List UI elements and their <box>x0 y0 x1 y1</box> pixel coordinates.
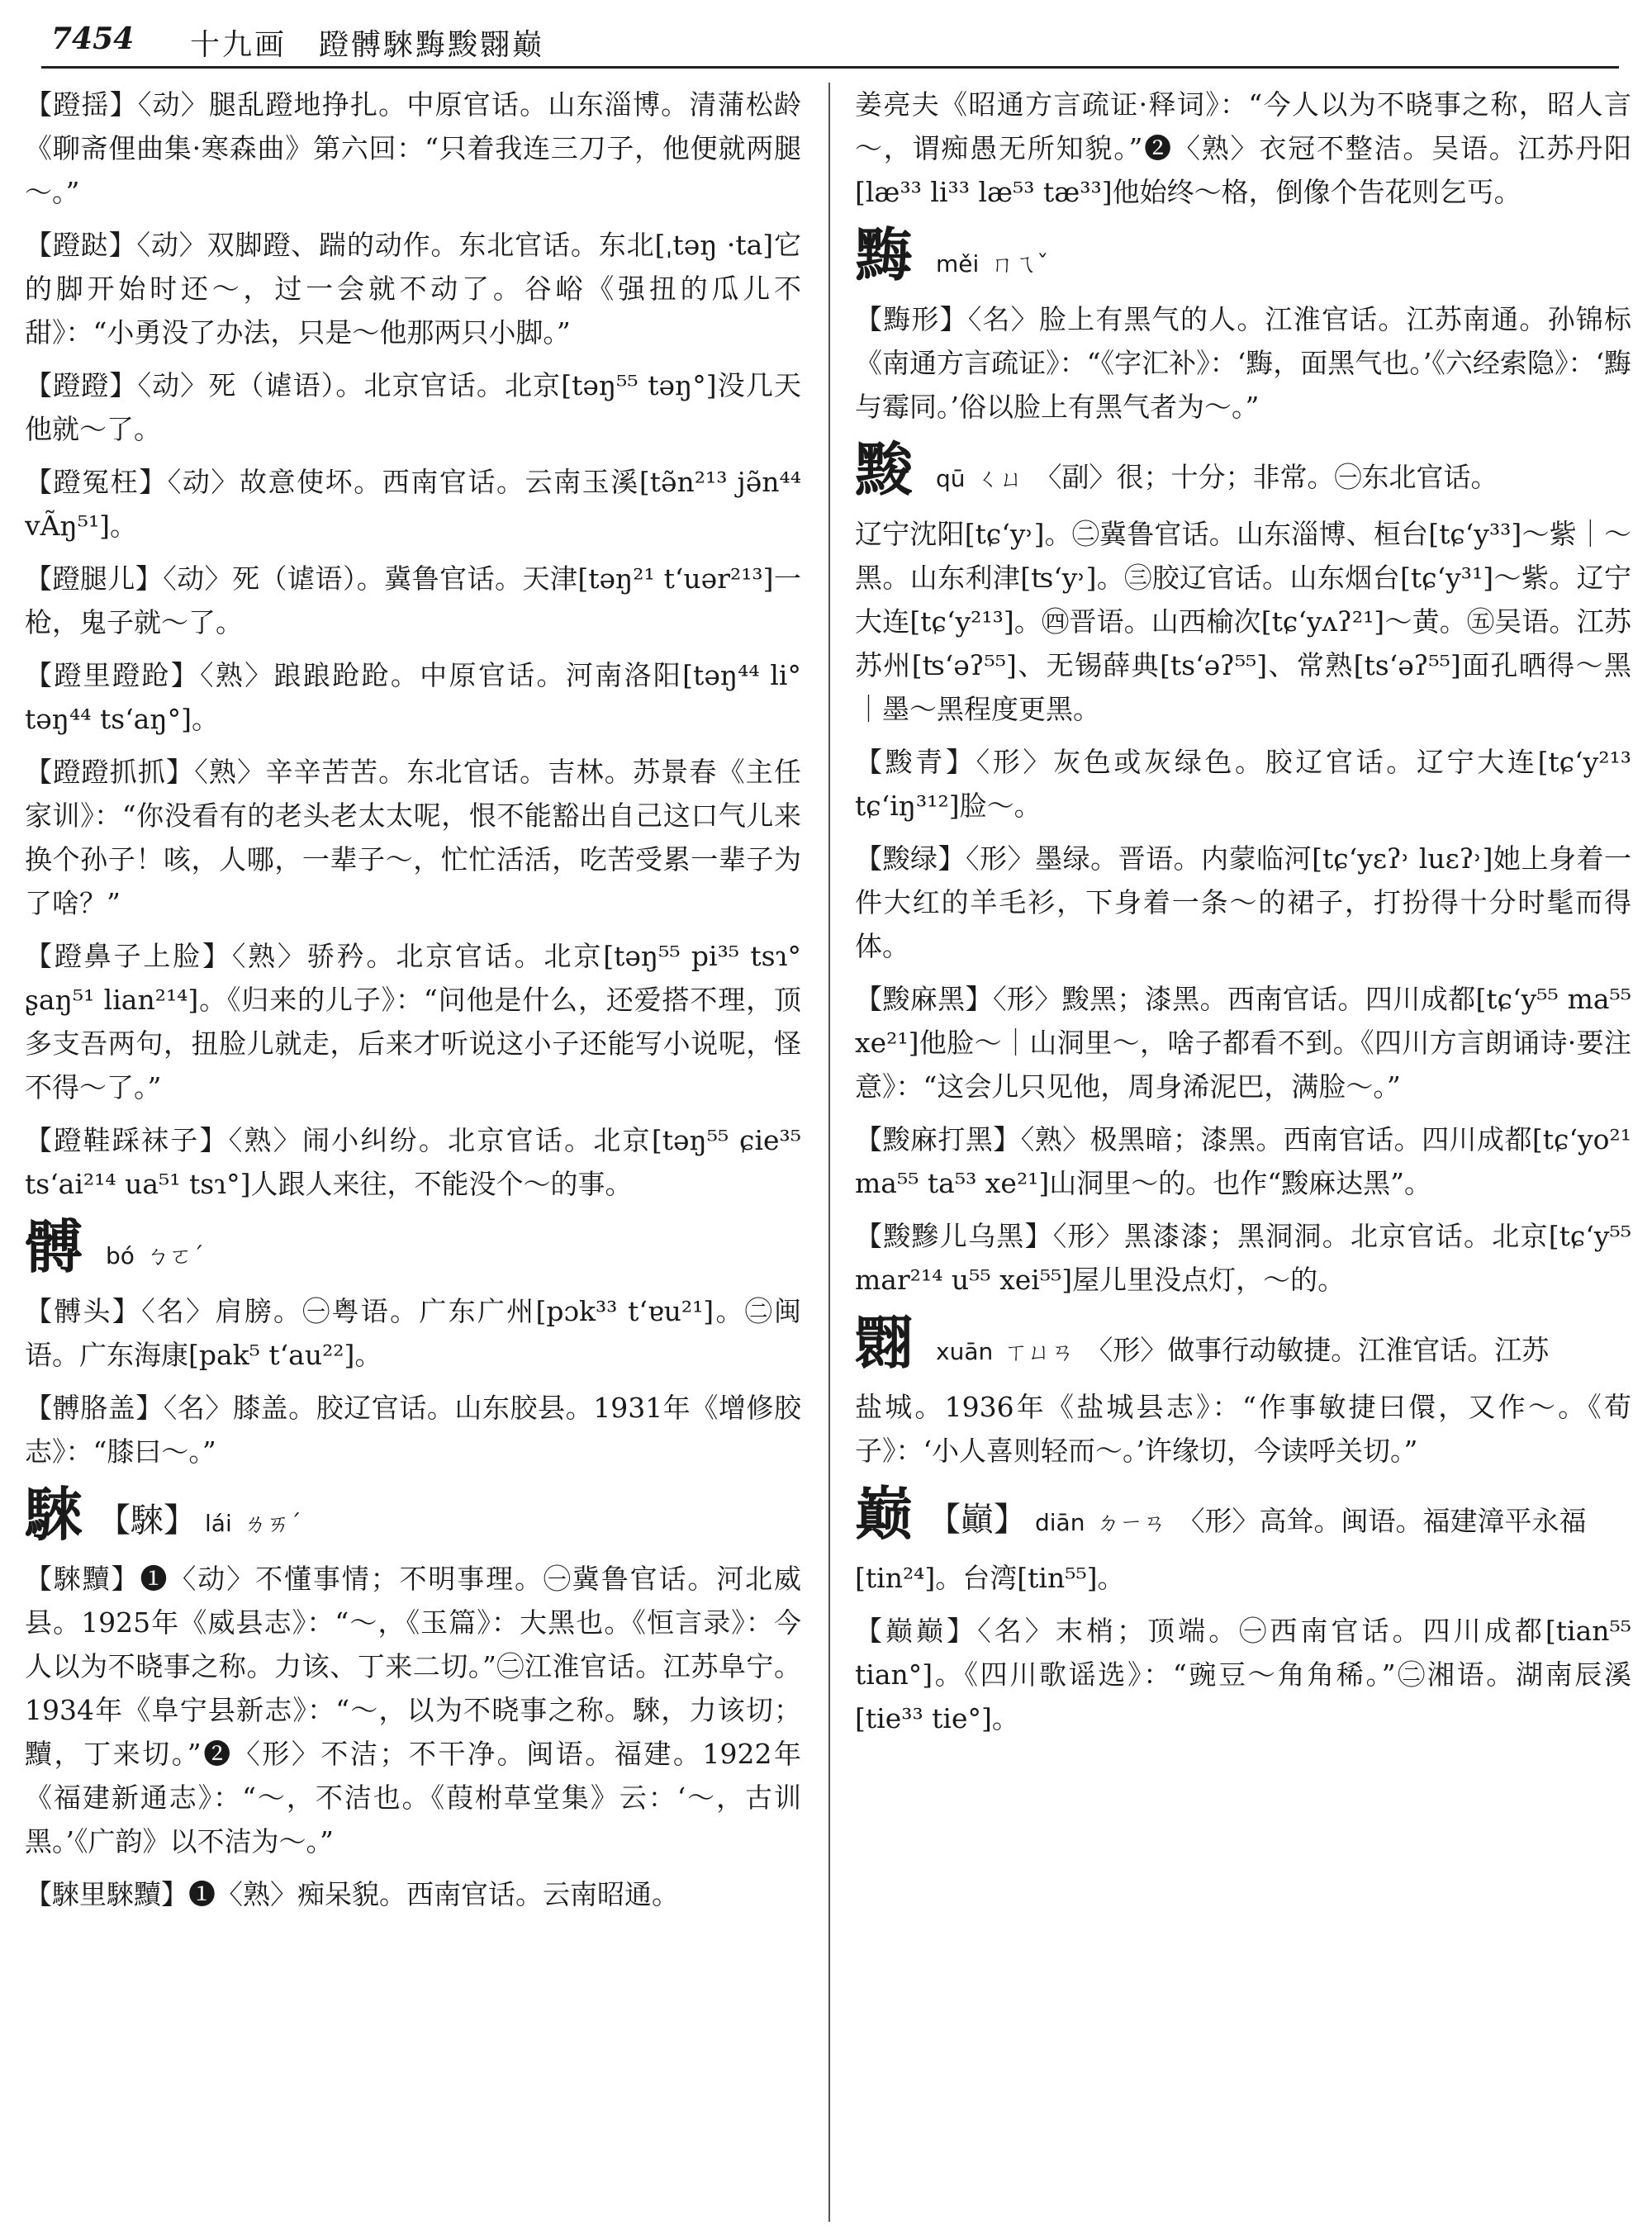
headword-zhuyin: ㄑㄩ <box>976 465 1023 492</box>
headword-definition: 〈副〉很；十分；非常。㊀东北官话。 <box>1034 461 1498 493</box>
page-number: 7454 <box>51 21 135 56</box>
dictionary-entry: 【黢麻黑】〈形〉黢黑；漆黑。西南官话。四川成都[tɕ‘y⁵⁵ ma⁵⁵ xe²¹]他脸～｜山洞里～，啥子都看不到。《四川方言朗诵诗·要注意》：“这会儿只见他，周身浠泥巴，满脸～。” <box>855 983 1631 1103</box>
character-heading <box>855 1308 1631 1378</box>
headword-variant: 【巓】 <box>928 1501 1027 1539</box>
headword-character: 黣 <box>855 221 913 289</box>
headword-zhuyin: ㄌㄞˊ <box>243 1510 301 1537</box>
dictionary-entry: 【黣形】〈名〉脸上有黑气的人。江淮官话。江苏南通。孙锦标《南通方言疏证》：“《字汇补》：‘黣，面黑气也。’《六经索隐》：‘黣与霉同。’俗以脸上有黑气者为～。” <box>855 303 1631 423</box>
dictionary-entry: 【騋黷】❶〈动〉不懂事情；不明事理。㊀冀鲁官话。河北威县。1925年《威县志》：“～，《玉篇》：大黑也。《恒言录》：今人以为不晓事之称。力该、丁来二切。”㊁江淮官话。江苏阜宁。1934年《阜宁县新志》：“～，以为不晓事之称。騋，力该切；黷，丁来切。”❷〈形〉不洁；不干净。闽语。福建。1922年《福建新通志》：“～，不洁也。《葭柎草堂集》云：‘～，古训黑。’《广韵》以不洁为～。” <box>25 1563 801 1858</box>
dictionary-entry: 【黢青】〈形〉灰色或灰绿色。胶辽官话。辽宁大连[tɕ‘y²¹³ tɕ‘iŋ³¹²]脸～。 <box>855 746 1631 822</box>
headword-character: 巅 <box>855 1479 913 1548</box>
character-heading <box>25 1480 801 1550</box>
dictionary-entry: 盐城。1936年《盐城县志》：“作事敏捷曰儇，又作～。《荀子》：‘小人喜则轻而～。’许缘切，今读呼关切。” <box>855 1391 1631 1467</box>
right-column <box>855 83 1631 2222</box>
dictionary-entry: 【蹬腿儿】〈动〉死（谑语）。冀鲁官话。天津[təŋ²¹ t‘uər²¹³]一枪，鬼子就～了。 <box>25 562 801 638</box>
dictionary-entry: 【蹬蹬】〈动〉死（谑语）。北京官话。北京[təŋ⁵⁵ təŋ°]没几天他就～了。 <box>25 369 801 445</box>
dictionary-entry: [tin²⁴]。台湾[tin⁵⁵]。 <box>855 1562 1125 1594</box>
dictionary-entry: 【黢绿】〈形〉墨绿。晋语。内蒙临河[tɕ‘yɛʔ˒ luɛʔ˒]她上身着一件大红的羊毛衫，下身着一条～的裙子，打扮得十分时髦而得体。 <box>855 842 1631 962</box>
dictionary-entry: 【巅巅】〈名〉末梢；顶端。㊀西南官话。四川成都[tian⁵⁵ tian°]。《四川歌谣选》：“豌豆～角角稀。”㊁湘语。湖南辰溪[tie³³ tie°]。 <box>855 1615 1631 1734</box>
dictionary-entry: 【髆头】〈名〉肩膀。㊀粤语。广东广州[pɔk³³ t‘ɐu²¹]。㊁闽语。广东海康[pak⁵ t‘au²²]。 <box>25 1295 801 1371</box>
left-column <box>25 83 801 2222</box>
dictionary-entry: 【髆胳盖】〈名〉膝盖。胶辽官话。山东胶县。1931年《增修胶志》：“膝曰～。” <box>25 1392 801 1468</box>
headword-variant: 【騋】 <box>97 1502 197 1540</box>
headword-zhuyin: ㄒㄩㄢ <box>1004 1338 1075 1365</box>
headword-pinyin: xuān <box>936 1338 994 1365</box>
dictionary-entry: 【蹬揺】〈动〉腿乱蹬地挣扎。中原官话。山东淄博。清蒲松龄《聊斋俚曲集·寒森曲》第六回：“只着我连三刀子，他便就两腿～。” <box>25 88 801 208</box>
headword-pinyin: bó <box>106 1242 135 1269</box>
headword-zhuyin: ㄇㄟˇ <box>990 250 1049 278</box>
headword-pinyin: diān <box>1035 1509 1085 1536</box>
dictionary-entry: 【蹬跶】〈动〉双脚蹬、踹的动作。东北官话。东北[ˌtəŋ ·ta]它的脚开始时还～，过一会就不动了。谷峪《强扭的瓜儿不甜》：“小勇没了办法，只是～他那两只小脚。” <box>25 229 801 349</box>
dictionary-entry: 【蹬里蹬跄】〈熟〉踉踉跄跄。中原官话。河南洛阳[təŋ⁴⁴ li° təŋ⁴⁴ ts‘aŋ°]。 <box>25 659 801 735</box>
character-heading <box>855 435 1631 505</box>
headword-pinyin: qū <box>936 465 966 492</box>
headword-zhuyin: ㄅㄛˊ <box>145 1242 204 1269</box>
headword-character: 黢 <box>855 435 913 504</box>
dictionary-entry: 【黢麻打黑】〈熟〉极黑暗；漆黑。西南官话。四川成都[tɕ‘yo²¹ ma⁵⁵ ta⁵³ xe²¹]山洞里～的。也作“黢麻达黑”。 <box>855 1123 1631 1199</box>
headword-definition: 〈形〉高耸。闽语。福建漳平永福 <box>1177 1505 1587 1537</box>
dictionary-entry: 姜亮夫《昭通方言疏证·释词》：“今人以为不晓事之称，昭人言～，谓痴愚无所知貌。”❷〈熟〉衣冠不整洁。吴语。江苏丹阳[læ³³ li³³ læ⁵³ tæ³³]他始终～格，倒像个告花则乞丐。 <box>855 88 1631 208</box>
dictionary-entry: 【蹬鞋踩袜子】〈熟〉闹小纠纷。北京官话。北京[təŋ⁵⁵ ɕie³⁵ ts‘ai²¹⁴ ua⁵¹ tsɿ°]人跟人来往，不能没个～的事。 <box>25 1124 801 1200</box>
dictionary-entry: 【蹬蹬抓抓】〈熟〉辛辛苦苦。东北官话。吉林。苏景春《主任家训》：“你没看有的老头老太太呢，恨不能豁出自己这口气儿来换个孙子！咳，人哪，一辈子～，忙忙活活，吃苦受累一辈子为了啥？” <box>25 756 801 919</box>
dictionary-entry: 辽宁沈阳[tɕ‘y˒]。㊁冀鲁官话。山东淄博、桓台[tɕ‘y³³]～紫｜～黑。山东利津[ʦ‘y˒]。㊂胶辽官话。山东烟台[tɕ‘y³¹]～紫。辽宁大连[tɕ‘y²¹³]。㊃晋语。山西榆次[tɕ‘yʌʔ²¹]～黄。㊄吴语。江苏苏州[ʦ‘əʔ⁵⁵]、无锡薛典[ts‘əʔ⁵⁵]、常熟[ts‘əʔ⁵⁵]面孔晒得～黑｜墨～黑程度更黑。 <box>855 518 1631 725</box>
headword-character: 騋 <box>25 1480 83 1549</box>
character-heading <box>25 1212 801 1283</box>
character-heading <box>855 1479 1631 1549</box>
headword-pinyin: lái <box>205 1510 232 1537</box>
dictionary-entry: 【騋里騋黷】❶〈熟〉痴呆貌。西南官话。云南昭通。 <box>25 1878 679 1910</box>
column-divider <box>828 83 830 2222</box>
dictionary-entry: 【蹬冤枉】〈动〉故意使坏。西南官话。云南玉溪[tə̃n²¹³ jə̃n⁴⁴ vÃŋ⁵¹]。 <box>25 466 801 542</box>
headword-definition: 〈形〉做事行动敏捷。江淮官话。江苏 <box>1085 1334 1550 1366</box>
dictionary-entry: 【黢黲儿乌黑】〈形〉黑漆漆；黑洞洞。北京官话。北京[tɕ‘y⁵⁵ mar²¹⁴ u⁵⁵ xei⁵⁵]屋儿里没点灯，～的。 <box>855 1220 1631 1296</box>
headword-character: 髆 <box>25 1212 83 1281</box>
page-header <box>41 15 1619 69</box>
headword-pinyin: měi <box>936 250 980 278</box>
dictionary-entry: 【蹬鼻子上脸】〈熟〉骄矜。北京官话。北京[təŋ⁵⁵ pi³⁵ tsɿ° ʂaŋ⁵¹ lian²¹⁴]。《归来的儿子》：“问他是什么，还爱搭不理，顶多支吾两句，扭脸儿就走，后来才听说这小子还能写小说呢，怪不得～了。” <box>25 940 801 1103</box>
character-heading <box>855 221 1631 291</box>
headword-zhuyin: ㄉㄧㄢ <box>1096 1509 1166 1536</box>
headword-character: 翾 <box>855 1308 913 1377</box>
header-title: 十九画 蹬髆騋黣黢翾巅 <box>190 28 545 62</box>
